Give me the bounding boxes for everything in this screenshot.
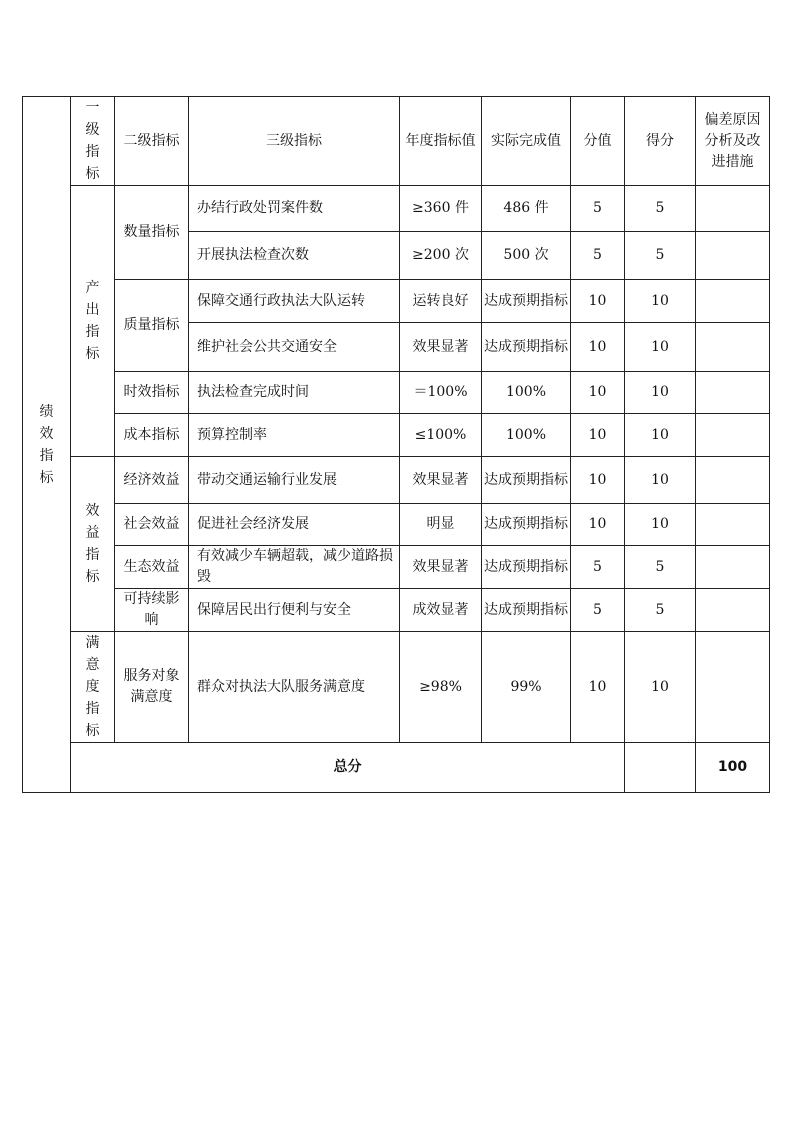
table-row [23,589,770,632]
deviation-cell [696,372,770,414]
actual-value: 达成预期指标 [482,504,571,546]
sub-indicator: 成本指标 [115,414,189,457]
item-indicator: 带动交通运输行业发展 [189,457,400,504]
target-value: ≥360 件 [400,186,482,232]
header-deviation: 偏差原因分析及改进措施 [696,97,770,186]
score-value: 10 [571,372,625,414]
sub-indicator: 质量指标 [115,280,189,372]
obtained-value: 10 [625,457,696,504]
item-indicator: 执法检查完成时间 [189,372,400,414]
header-level1 [71,97,115,186]
header-score: 分值 [571,97,625,186]
deviation-cell [696,280,770,323]
item-indicator: 保障交通行政执法大队运转 [189,280,400,323]
table-row [23,414,770,457]
header-row [23,97,770,186]
actual-value: 达成预期指标 [482,589,571,632]
actual-value: 达成预期指标 [482,546,571,589]
sub-indicator: 生态效益 [115,546,189,589]
obtained-value: 10 [625,504,696,546]
item-indicator: 保障居民出行便利与安全 [189,589,400,632]
section-label-cell [23,97,71,793]
deviation-cell [696,232,770,280]
item-indicator: 促进社会经济发展 [189,504,400,546]
deviation-cell [696,457,770,504]
total-label: 总分 [71,743,625,793]
deviation-cell [696,414,770,457]
header-level2: 二级指标 [115,97,189,186]
target-value: 明显 [400,504,482,546]
sub-indicator: 可持续影响 [115,589,189,632]
obtained-value: 5 [625,232,696,280]
score-value: 10 [571,457,625,504]
sub-indicator: 数量指标 [115,186,189,280]
table-row [23,372,770,414]
item-indicator: 维护社会公共交通安全 [189,323,400,372]
deviation-cell [696,186,770,232]
deviation-cell [696,589,770,632]
score-value: 10 [571,504,625,546]
obtained-value: 10 [625,414,696,457]
group-benefit-label: 效益指标 [85,503,100,585]
target-value: 成效显著 [400,589,482,632]
group-output-cell [71,186,115,457]
actual-value: 达成预期指标 [482,457,571,504]
target-value: ≤100% [400,414,482,457]
table-row [23,632,770,743]
obtained-value: 5 [625,186,696,232]
target-value: ≥98% [400,632,482,743]
deviation-cell [696,323,770,372]
item-indicator: 群众对执法大队服务满意度 [189,632,400,743]
score-value: 5 [571,589,625,632]
table-row [23,504,770,546]
actual-value: 486 件 [482,186,571,232]
obtained-value: 10 [625,632,696,743]
actual-value: 达成预期指标 [482,323,571,372]
target-value: 运转良好 [400,280,482,323]
obtained-value: 5 [625,546,696,589]
target-value: 效果显著 [400,457,482,504]
obtained-value: 5 [625,589,696,632]
sub-indicator: 社会效益 [115,504,189,546]
deviation-cell [696,546,770,589]
deviation-cell [696,504,770,546]
table-row [23,280,770,323]
score-value: 10 [571,323,625,372]
obtained-value: 10 [625,323,696,372]
score-value: 10 [571,632,625,743]
header-level3: 三级指标 [189,97,400,186]
item-indicator: 办结行政处罚案件数 [189,186,400,232]
header-actual: 实际完成值 [482,97,571,186]
group-satisfaction-label: 满意度指标 [85,635,100,739]
score-value: 5 [571,186,625,232]
table-row [23,186,770,232]
actual-value: 500 次 [482,232,571,280]
actual-value: 100% [482,414,571,457]
section-label: 绩效指标 [39,403,54,486]
target-value: ≥200 次 [400,232,482,280]
sub-indicator: 时效指标 [115,372,189,414]
table-row [23,546,770,589]
item-indicator: 预算控制率 [189,414,400,457]
score-value: 5 [571,546,625,589]
group-output-label: 产出指标 [85,280,100,362]
header-obtained: 得分 [625,97,696,186]
obtained-value: 10 [625,280,696,323]
total-row [23,743,770,793]
item-indicator: 开展执法检查次数 [189,232,400,280]
deviation-cell [696,632,770,743]
target-value: ＝100% [400,372,482,414]
table-row [23,457,770,504]
header-target: 年度指标值 [400,97,482,186]
actual-value: 100% [482,372,571,414]
actual-value: 99% [482,632,571,743]
obtained-value: 10 [625,372,696,414]
sub-indicator: 服务对象满意度 [115,632,189,743]
score-value: 10 [571,414,625,457]
score-value: 10 [571,280,625,323]
sub-indicator: 经济效益 [115,457,189,504]
performance-table [22,96,770,793]
target-value: 效果显著 [400,546,482,589]
group-satisfaction-cell [71,632,115,743]
item-indicator: 有效减少车辆超载，减少道路损毁 [189,546,400,589]
target-value: 效果显著 [400,323,482,372]
header-level1-text: 一级指标 [85,100,100,182]
total-score: 100 [696,743,770,793]
total-blank-cell [625,743,696,793]
score-value: 5 [571,232,625,280]
group-benefit-cell [71,457,115,632]
actual-value: 达成预期指标 [482,280,571,323]
